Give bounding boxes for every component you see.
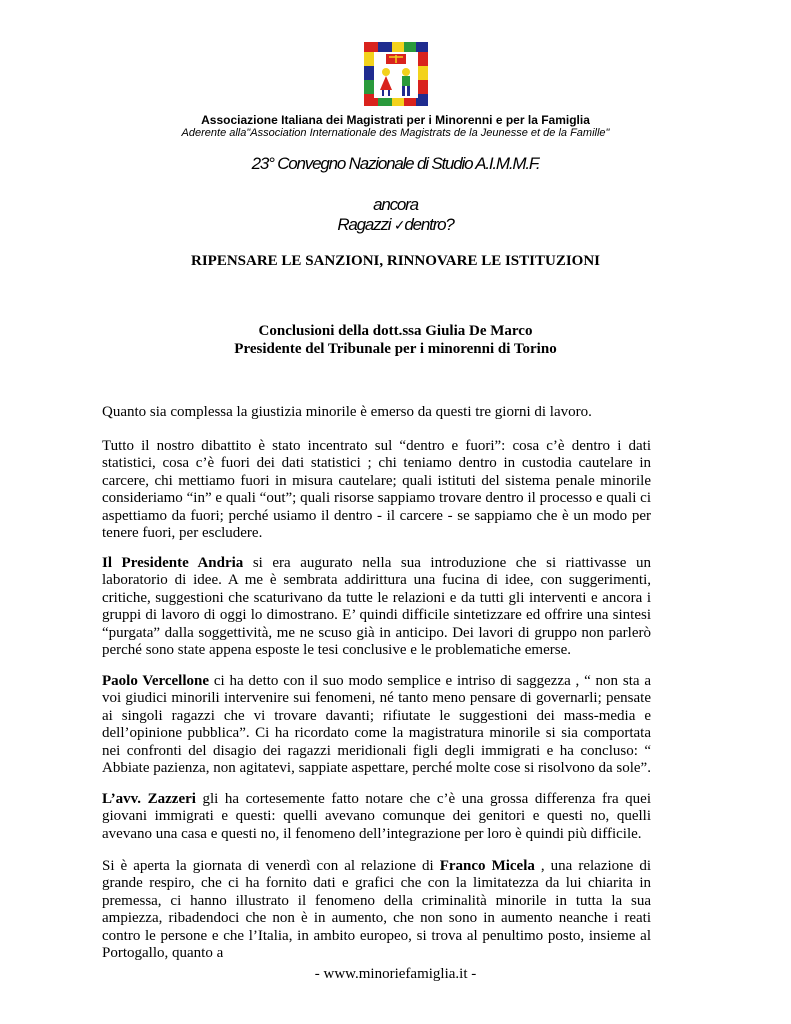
motto-line-2	[0, 215, 791, 235]
paragraph-zazzeri	[102, 791, 651, 843]
conference-theme: RIPENSARE LE SANZIONI, RINNOVARE LE ISTITUZIONI	[191, 253, 600, 269]
speaker-name: Franco Micela	[439, 858, 535, 874]
paragraph-text: si era augurato nella sua introduzione che si riattivasse un laboratorio di idee. A me è sembrata addirittura una fucina di idee, con suggerimenti, critiche, suggestioni che scaturivano da tutte le relazioni e da tutti gli interventi e ancora i gruppi di lavoro di oggi lo dimostrano. E’ quindi difficile sintetizzare ed offrire una sintesi “purgata” dalla soggettività, me ne scuso già in anticipo. Dei lavori di gruppo non parlerò perché sono state appena esposte le tesi conclusive e le problematiche emerse.	[102, 555, 651, 659]
paragraph-vercellone	[102, 673, 651, 777]
motto-prefix: Ragazzi	[337, 215, 391, 234]
conclusions-subtitle: Presidente del Tribunale per i minorenni di Torino	[234, 341, 557, 357]
conclusions-title: Conclusioni della dott.ssa Giulia De Marco	[258, 323, 533, 339]
aimmf-logo	[364, 42, 428, 106]
checkmark-icon: ✓	[393, 218, 405, 234]
convention-title: 23° Convegno Nazionale di Studio A.I.M.M.F.	[251, 154, 540, 173]
paragraph-andria	[102, 555, 651, 659]
paragraph-text: Si è aperta la giornata di venerdì con al relazione di	[102, 858, 440, 874]
speaker-name: Paolo Vercellone	[102, 673, 210, 689]
speaker-name: L’avv. Zazzeri	[102, 791, 196, 807]
speaker-name: Il Presidente Andria	[102, 555, 244, 571]
paragraph-text: , una relazione di grande respiro, che ci ha fornito dati e grafici che con la limitatezza da lui chiarita in premessa, ci hanno illustrato il fenomeno della criminalità minorile in tutta la sua ampiezza, ribadendoci che non è in aumento, che non sono in aumento neanche i reati contro le persone e che l’Italia, in ambito europeo, si trova al penultimo posto, insieme al Portogallo, quanto a	[102, 858, 651, 962]
footer-website: - www.minoriefamiglia.it -	[314, 966, 477, 982]
paragraph-dentro-fuori: Tutto il nostro dibattito è stato incentrato sul “dentro e fuori”: cosa c’è dentro i dati statistici, cosa c’è fuori dei dati statistici ; chi teniamo dentro in custodia cautelare in carcere, chi mettiamo fuori in misura cautelare; quali istituti del sistema penale minorile consideriamo “in” e quali “out”; quali risorse sappiamo trovare dentro il processo e quali ci aspettiamo da fuori; perché usiamo il dentro - il carcere - se sappiamo che è un modo per tenere fuori, per escludere.	[102, 438, 651, 542]
paragraph-micela	[102, 858, 651, 962]
paragraph-intro: Quanto sia complessa la giustizia minorile è emerso da questi tre giorni di lavoro.	[102, 404, 592, 420]
association-name: Associazione Italiana dei Magistrati per i Minorenni e per la Famiglia	[201, 113, 590, 127]
motto-line-1: ancora	[373, 195, 418, 214]
association-affiliation: Aderente alla"Association Internationale des Magistrats de la Jeunesse et de la Famille"	[181, 127, 610, 139]
paragraph-text: ci ha detto con il suo modo semplice e intriso di saggezza , “ non sta a voi giudici minorili intervenire sui fenomeni, né tanto meno pensare di governarli; pensate ai singoli ragazzi che vi trovare davanti; rifiutate le suggestioni dei mass-media e dell’opinione pubblica”. Ci ha ricordato come la magistratura minorile si sia comportata nei confronti del disagio dei ragazzi meridionali figli degli immigrati e ha concluso: “ Abbiate pazienza, non agitatevi, sappiate aspettare, perché molte cose si risolvono da sole”.	[102, 673, 651, 777]
paragraph-text: gli ha cortesemente fatto notare che c’è una grossa differenza fra quei giovani immigrati e questi: quelli avevano comunque dei genitori e questi no, quelli avevano una casa e questi no, il fenomeno dell’integrazione per loro è quindi più difficile.	[102, 791, 651, 842]
motto-suffix: dentro?	[404, 215, 454, 234]
